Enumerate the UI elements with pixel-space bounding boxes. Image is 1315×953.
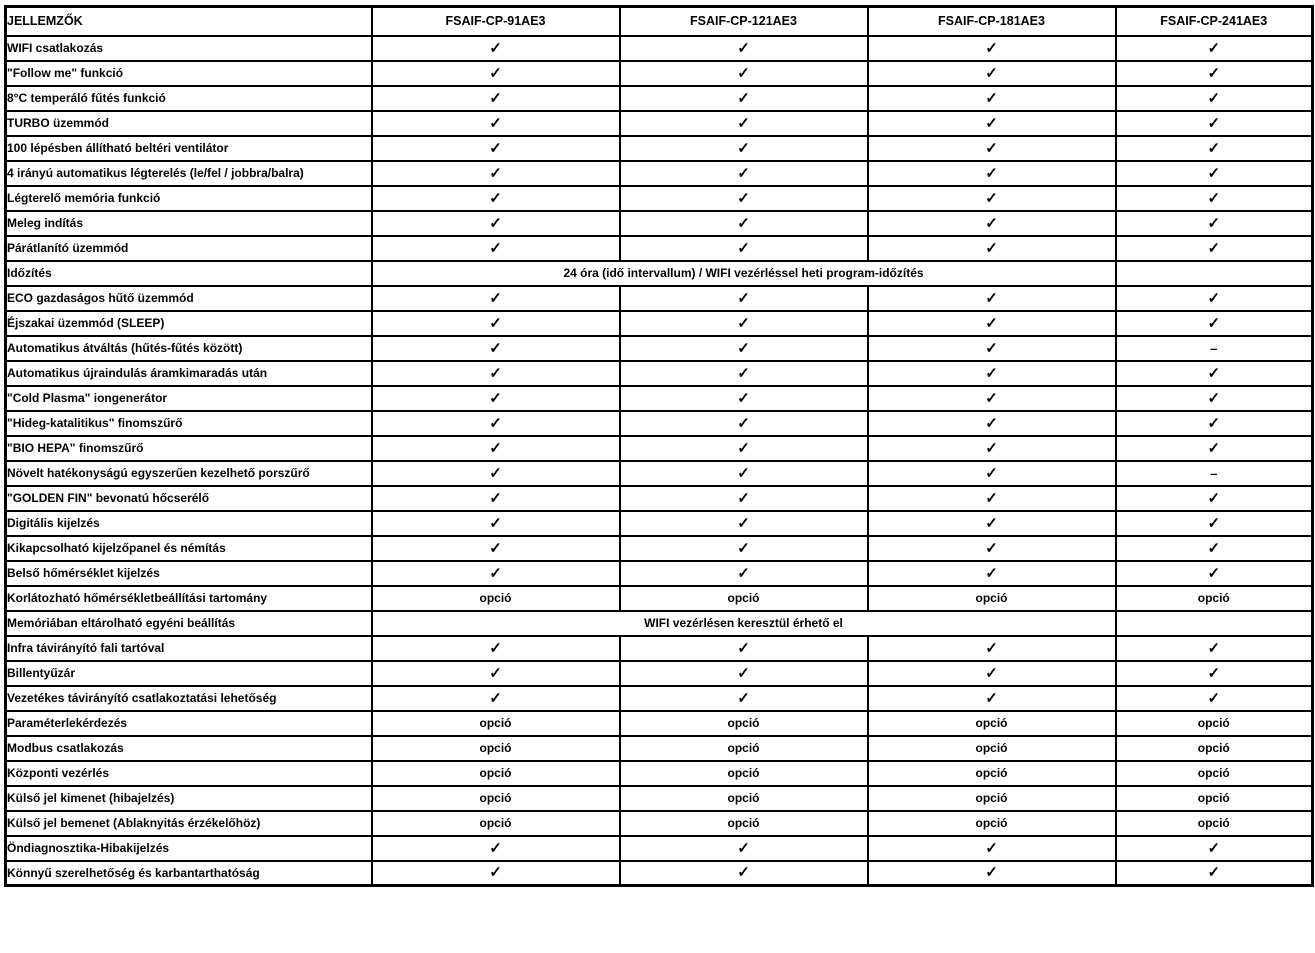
feature-label: "Hideg-katalitikus" finomszűrő [6,411,372,436]
check-cell: ✓ [372,311,620,336]
check-cell: ✓ [620,236,868,261]
check-cell: ✓ [1116,311,1313,336]
table-row [6,61,1313,86]
feature-label: Éjszakai üzemmód (SLEEP) [6,311,372,336]
check-cell: ✓ [868,61,1116,86]
table-row [6,461,1313,486]
check-cell: ✓ [620,436,868,461]
table-row [6,511,1313,536]
check-cell: ✓ [1116,211,1313,236]
option-cell: opció [372,711,620,736]
feature-label: Időzítés [6,261,372,286]
option-cell: opció [372,761,620,786]
option-cell: opció [620,736,868,761]
check-cell: ✓ [620,411,868,436]
check-cell: ✓ [620,836,868,861]
table-row [6,211,1313,236]
table-row [6,836,1313,861]
check-cell: ✓ [620,636,868,661]
table-row [6,536,1313,561]
table-row [6,361,1313,386]
check-cell: ✓ [1116,386,1313,411]
check-cell: ✓ [372,236,620,261]
check-cell: ✓ [620,111,868,136]
check-cell: ✓ [1116,236,1313,261]
check-cell: ✓ [372,61,620,86]
check-cell: ✓ [372,186,620,211]
table-row [6,586,1313,611]
check-cell: ✓ [1116,136,1313,161]
table-row [6,261,1313,286]
feature-label: Meleg indítás [6,211,372,236]
feature-label: "Cold Plasma" iongenerátor [6,386,372,411]
table-row [6,136,1313,161]
table-row [6,161,1313,186]
feature-label: Légterelő memória funkció [6,186,372,211]
check-cell: ✓ [868,336,1116,361]
check-cell: ✓ [868,486,1116,511]
check-cell: ✓ [620,386,868,411]
check-cell: ✓ [372,211,620,236]
option-cell: opció [372,736,620,761]
check-cell: ✓ [1116,61,1313,86]
check-cell: ✓ [1116,411,1313,436]
feature-label: "GOLDEN FIN" bevonatú hőcserélő [6,486,372,511]
check-cell: ✓ [620,186,868,211]
feature-label: Digitális kijelzés [6,511,372,536]
check-cell: ✓ [620,286,868,311]
feature-label: Modbus csatlakozás [6,736,372,761]
option-cell: opció [620,811,868,836]
check-cell: ✓ [868,461,1116,486]
check-cell: ✓ [1116,111,1313,136]
check-cell: ✓ [1116,286,1313,311]
check-cell: ✓ [868,536,1116,561]
check-cell: ✓ [868,436,1116,461]
check-cell: ✓ [372,111,620,136]
table-row [6,86,1313,111]
check-cell: ✓ [1116,36,1313,61]
option-cell: opció [868,711,1116,736]
check-cell: ✓ [620,36,868,61]
table-row [6,111,1313,136]
table-row [6,661,1313,686]
check-cell: ✓ [372,336,620,361]
check-cell: ✓ [868,36,1116,61]
table-row [6,736,1313,761]
check-cell: ✓ [868,361,1116,386]
check-cell: ✓ [1116,536,1313,561]
check-cell: ✓ [868,561,1116,586]
feature-label: Központi vezérlés [6,761,372,786]
check-cell: ✓ [868,186,1116,211]
table-row [6,186,1313,211]
table-row [6,611,1313,636]
table-row [6,236,1313,261]
option-cell: opció [868,811,1116,836]
option-cell: opció [620,711,868,736]
option-cell: opció [868,586,1116,611]
check-cell: ✓ [620,61,868,86]
feature-label: Memóriában eltárolható egyéni beállítás [6,611,372,636]
check-cell: ✓ [1116,561,1313,586]
feature-label: WIFI csatlakozás [6,36,372,61]
option-cell: opció [1116,586,1313,611]
table-row [6,686,1313,711]
option-cell: opció [1116,786,1313,811]
option-cell: opció [1116,736,1313,761]
check-cell: ✓ [868,161,1116,186]
check-cell: ✓ [372,286,620,311]
check-cell: ✓ [372,686,620,711]
feature-label: Korlátozható hőmérsékletbeállítási tartomány [6,586,372,611]
check-cell: ✓ [868,311,1116,336]
option-cell: opció [372,786,620,811]
check-cell: ✓ [372,86,620,111]
check-cell: ✓ [868,111,1116,136]
feature-label: 100 lépésben állítható beltéri ventilátor [6,136,372,161]
column-header-model-3: FSAIF-CP-181AE3 [868,7,1116,36]
check-cell: ✓ [620,161,868,186]
option-cell: opció [372,811,620,836]
check-cell: ✓ [372,386,620,411]
check-cell: ✓ [372,661,620,686]
check-cell: ✓ [1116,636,1313,661]
column-header-model-2: FSAIF-CP-121AE3 [620,7,868,36]
table-row [6,436,1313,461]
check-cell: ✓ [372,461,620,486]
table-row [6,36,1313,61]
feature-label: Növelt hatékonyságú egyszerűen kezelhető porszűrő [6,461,372,486]
check-cell: ✓ [620,511,868,536]
feature-label: Párátlanító üzemmód [6,236,372,261]
feature-label: "Follow me" funkció [6,61,372,86]
column-header-model-1: FSAIF-CP-91AE3 [372,7,620,36]
table-row [6,486,1313,511]
header-row [6,7,1313,36]
check-cell: ✓ [372,361,620,386]
option-cell: opció [1116,761,1313,786]
feature-label: Billentyűzár [6,661,372,686]
merged-note-cell: WIFI vezérlésen keresztül érhető el [372,611,1116,636]
empty-cell [1116,261,1313,286]
option-cell: opció [1116,711,1313,736]
check-cell: ✓ [620,686,868,711]
check-cell: ✓ [372,561,620,586]
check-cell: ✓ [868,511,1116,536]
check-cell: ✓ [620,461,868,486]
check-cell: ✓ [372,536,620,561]
feature-label: Külső jel kimenet (hibajelzés) [6,786,372,811]
feature-label: Kikapcsolható kijelzőpanel és némítás [6,536,372,561]
option-cell: opció [868,786,1116,811]
check-cell: ✓ [372,411,620,436]
check-cell: ✓ [1116,436,1313,461]
check-cell: ✓ [1116,361,1313,386]
check-cell: ✓ [868,661,1116,686]
option-cell: opció [620,786,868,811]
check-cell: ✓ [868,136,1116,161]
feature-label: Külső jel bemenet (Ablaknyitás érzékelőhöz) [6,811,372,836]
check-cell: ✓ [1116,511,1313,536]
table-row [6,286,1313,311]
table-row [6,861,1313,886]
check-cell: ✓ [372,511,620,536]
table-row [6,761,1313,786]
check-cell: ✓ [620,311,868,336]
check-cell: ✓ [1116,186,1313,211]
check-cell: ✓ [620,561,868,586]
option-cell: opció [868,736,1116,761]
check-cell: ✓ [620,86,868,111]
check-cell: ✓ [620,486,868,511]
check-cell: ✓ [372,436,620,461]
table-row [6,386,1313,411]
check-cell: ✓ [868,211,1116,236]
feature-label: Öndiagnosztika-Hibakijelzés [6,836,372,861]
check-cell: ✓ [372,861,620,886]
check-cell: ✓ [868,236,1116,261]
feature-label: Automatikus átváltás (hűtés-fűtés között) [6,336,372,361]
check-cell: ✓ [620,661,868,686]
option-cell: opció [1116,811,1313,836]
check-cell: ✓ [372,36,620,61]
check-cell: ✓ [868,86,1116,111]
feature-label: "BIO HEPA" finomszűrő [6,436,372,461]
dash-cell: – [1116,461,1313,486]
table-row [6,636,1313,661]
check-cell: ✓ [620,211,868,236]
feature-label: Könnyű szerelhetőség és karbantarthatóság [6,861,372,886]
check-cell: ✓ [868,386,1116,411]
check-cell: ✓ [1116,86,1313,111]
feature-label: 4 irányú automatikus légterelés (le/fel / jobbra/balra) [6,161,372,186]
check-cell: ✓ [868,836,1116,861]
option-cell: opció [372,586,620,611]
table-body [6,36,1313,886]
table-row [6,711,1313,736]
feature-label: TURBO üzemmód [6,111,372,136]
feature-label: Paraméterlekérdezés [6,711,372,736]
table-header [6,7,1313,36]
merged-note-cell: 24 óra (idő intervallum) / WIFI vezérléssel heti program-időzítés [372,261,1116,286]
column-header-model-4: FSAIF-CP-241AE3 [1116,7,1313,36]
check-cell: ✓ [620,336,868,361]
check-cell: ✓ [620,361,868,386]
dash-cell: – [1116,336,1313,361]
table-row [6,336,1313,361]
option-cell: opció [868,761,1116,786]
feature-label: Vezetékes távirányító csatlakoztatási lehetőség [6,686,372,711]
check-cell: ✓ [620,136,868,161]
check-cell: ✓ [868,636,1116,661]
features-comparison-table [4,5,1314,887]
check-cell: ✓ [868,686,1116,711]
check-cell: ✓ [1116,661,1313,686]
check-cell: ✓ [620,536,868,561]
table-row [6,786,1313,811]
check-cell: ✓ [868,861,1116,886]
check-cell: ✓ [372,636,620,661]
table-row [6,811,1313,836]
feature-label: Automatikus újraindulás áramkimaradás után [6,361,372,386]
check-cell: ✓ [372,161,620,186]
feature-label: Infra távirányító fali tartóval [6,636,372,661]
table-row [6,561,1313,586]
table-row [6,311,1313,336]
option-cell: opció [620,586,868,611]
column-header-features: JELLEMZŐK [6,7,372,36]
check-cell: ✓ [1116,861,1313,886]
feature-label: ECO gazdaságos hűtő üzemmód [6,286,372,311]
check-cell: ✓ [372,136,620,161]
feature-label: Belső hőmérséklet kijelzés [6,561,372,586]
check-cell: ✓ [372,836,620,861]
check-cell: ✓ [1116,836,1313,861]
table-row [6,411,1313,436]
check-cell: ✓ [1116,161,1313,186]
check-cell: ✓ [620,861,868,886]
check-cell: ✓ [1116,686,1313,711]
check-cell: ✓ [1116,486,1313,511]
empty-cell [1116,611,1313,636]
check-cell: ✓ [868,286,1116,311]
check-cell: ✓ [868,411,1116,436]
option-cell: opció [620,761,868,786]
check-cell: ✓ [372,486,620,511]
feature-label: 8°C temperáló fűtés funkció [6,86,372,111]
